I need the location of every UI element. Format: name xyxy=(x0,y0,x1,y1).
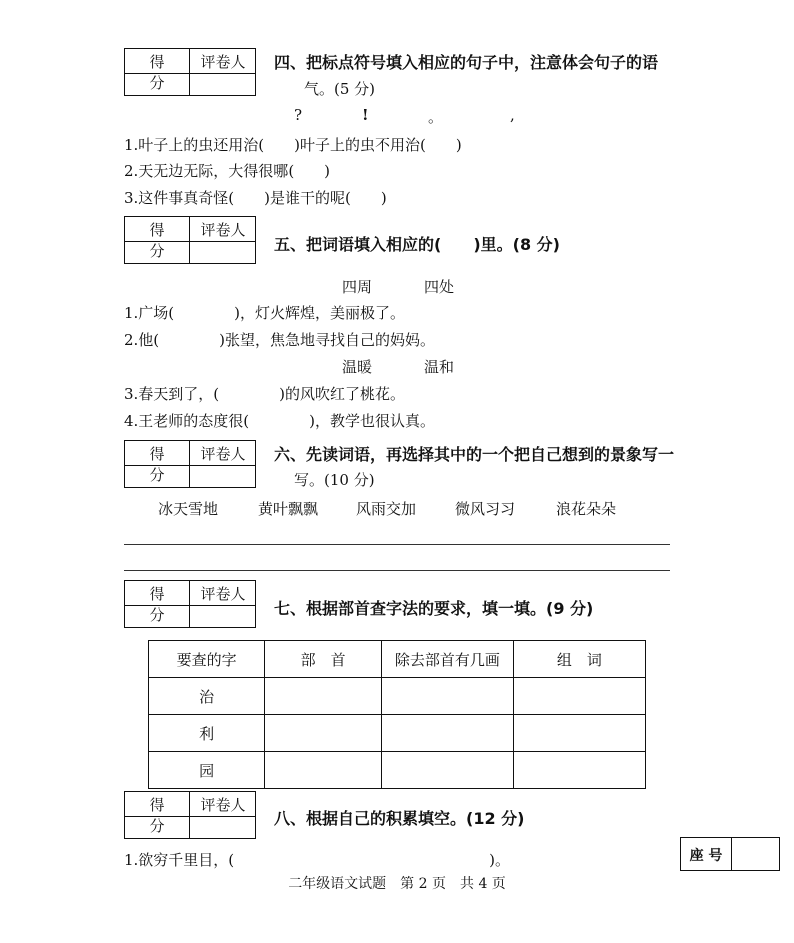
q4-title-line2: 气。(5 分) xyxy=(304,80,376,98)
q5-word-wenhe: 温和 xyxy=(424,358,455,376)
score-label: 得 分 xyxy=(149,221,177,260)
answer-cell[interactable] xyxy=(513,715,645,752)
row-char: 利 xyxy=(149,715,265,752)
q5-word-sichu: 四处 xyxy=(424,278,455,296)
grader-label: 评卷人 xyxy=(200,53,246,71)
q6-word-3: 风雨交加 xyxy=(356,500,417,518)
answer-cell[interactable] xyxy=(513,752,645,789)
q4-item-2: 2.天无边无际，大得很哪( ) xyxy=(124,162,331,180)
score-label: 得 分 xyxy=(149,796,177,835)
q5-item-3: 3.春天到了，( )的风吹红了桃花。 xyxy=(124,385,406,403)
q4-title-line1: 四、把标点符号填入相应的句子中，注意体会句子的语 xyxy=(274,53,659,72)
table-row xyxy=(149,678,646,715)
q8-item-1: 1.欲穷千里目，( )。 xyxy=(124,851,511,869)
q6-title-line2: 写。(10 分) xyxy=(294,471,375,489)
q4-item-1: 1.叶子上的虫还用治( )叶子上的虫不用治( ) xyxy=(124,136,462,154)
answer-cell[interactable] xyxy=(381,715,513,752)
score-box-q6 xyxy=(124,440,256,488)
header-radical: 部 首 xyxy=(265,641,382,678)
q4-mark-exclaim: ! xyxy=(362,106,369,124)
seat-number-label: 座 号 xyxy=(689,848,723,864)
q5-word-wennuan: 温暖 xyxy=(342,358,373,376)
q6-word-1: 冰天雪地 xyxy=(158,500,219,518)
score-label: 得 分 xyxy=(149,445,177,484)
score-label: 得 分 xyxy=(149,585,177,624)
q6-word-4: 微风习习 xyxy=(455,500,516,518)
q6-title-line1: 六、先读词语，再选择其中的一个把自己想到的景象写一 xyxy=(274,445,675,464)
table-row xyxy=(149,752,646,789)
q4-mark-comma: , xyxy=(510,106,515,124)
q7-title: 七、根据部首查字法的要求，填一填。(9 分) xyxy=(274,599,594,618)
answer-cell[interactable] xyxy=(381,752,513,789)
score-label: 得 分 xyxy=(149,53,177,92)
q6-word-5: 浪花朵朵 xyxy=(556,500,617,518)
grader-label: 评卷人 xyxy=(200,585,246,603)
score-box-q4 xyxy=(124,48,256,96)
score-box-q7 xyxy=(124,580,256,628)
header-strokes: 除去部首有几画 xyxy=(381,641,513,678)
answer-cell[interactable] xyxy=(513,678,645,715)
answer-cell[interactable] xyxy=(381,678,513,715)
score-box-q5 xyxy=(124,216,256,264)
radical-table xyxy=(148,640,646,789)
q5-item-2: 2.他( )张望，焦急地寻找自己的妈妈。 xyxy=(124,331,436,349)
q4-mark-period: 。 xyxy=(428,108,444,126)
page-footer: 二年级语文试题 第 2 页 共 4 页 xyxy=(288,876,506,892)
table-row xyxy=(149,715,646,752)
grader-label: 评卷人 xyxy=(200,221,246,239)
q5-item-1: 1.广场( )，灯火辉煌，美丽极了。 xyxy=(124,304,406,322)
grader-label: 评卷人 xyxy=(200,445,246,463)
answer-cell[interactable] xyxy=(265,715,382,752)
q6-word-2: 黄叶飘飘 xyxy=(258,500,319,518)
q4-mark-question: ? xyxy=(294,106,303,124)
seat-number-box xyxy=(680,837,780,871)
q5-title: 五、把词语填入相应的( )里。(8 分) xyxy=(274,235,560,254)
grader-label: 评卷人 xyxy=(200,796,246,814)
q5-word-sizhou: 四周 xyxy=(342,278,373,296)
q5-item-4: 4.王老师的态度很( )，教学也很认真。 xyxy=(124,412,436,430)
row-char: 园 xyxy=(149,752,265,789)
q4-item-3: 3.这件事真奇怪( )是谁干的呢( ) xyxy=(124,189,387,207)
header-words: 组 词 xyxy=(513,641,645,678)
answer-cell[interactable] xyxy=(265,678,382,715)
header-char: 要查的字 xyxy=(149,641,265,678)
answer-cell[interactable] xyxy=(265,752,382,789)
row-char: 治 xyxy=(149,678,265,715)
writing-line-1 xyxy=(124,544,670,545)
q8-title: 八、根据自己的积累填空。(12 分) xyxy=(274,809,525,828)
writing-line-2 xyxy=(124,570,670,571)
table-header-row xyxy=(149,641,646,678)
score-box-q8 xyxy=(124,791,256,839)
